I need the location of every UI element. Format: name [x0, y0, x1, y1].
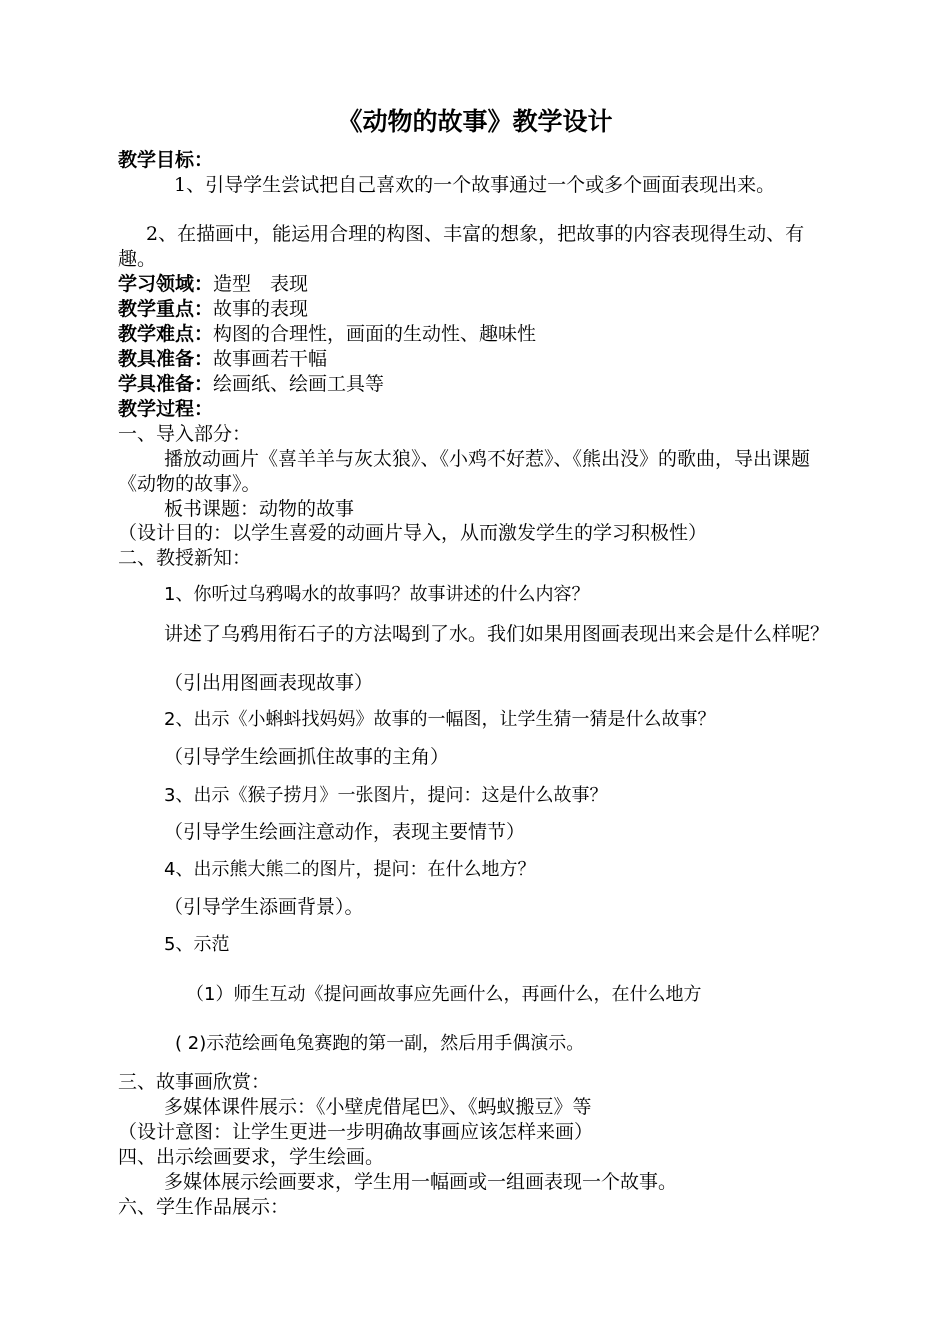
section-4-heading: 四、出示绘画要求，学生绘画。 [118, 1146, 385, 1168]
difficulty-label: 教学难点： [118, 323, 214, 345]
teacher-tools-line [118, 347, 838, 372]
section-6-heading: 六、学生作品展示： [118, 1196, 290, 1218]
board-title: 板书课题：动物的故事 [164, 498, 355, 520]
question-3: 3、出示《猴子捞月》一张图片，提问：这是什么故事？ [164, 785, 608, 806]
student-tools-label: 学具准备： [118, 373, 214, 395]
demo-step-1: （1）师生互动《提问画故事应先画什么，再画什么，在什么地方 [186, 984, 702, 1005]
question-2: 2、出示《小蝌蚪找妈妈》故事的一幅图，让学生猜一猜是什么故事？ [164, 709, 716, 730]
section-3-paragraph: 多媒体课件展示：《小壁虎借尾巴》、《蚂蚁搬豆》等 [164, 1096, 592, 1118]
objective-2: 2、在描画中，能运用合理的构图、丰富的想象，把故事的内容表现得生动、有趣。 [118, 223, 805, 270]
question-2-note: （引导学生绘画抓住故事的主角） [164, 746, 450, 768]
objectives-label: 教学目标： [118, 149, 214, 171]
question-3-note: （引导学生绘画注意动作，表现主要情节） [164, 821, 526, 843]
process-label: 教学过程： [118, 398, 214, 420]
question-5: 5、示范 [164, 934, 230, 955]
question-4-note: （引导学生添画背景）。 [164, 896, 364, 918]
question-4: 4、出示熊大熊二的图片，提问：在什么地方？ [164, 859, 536, 880]
student-tools-value: 绘画纸、绘画工具等 [213, 373, 385, 395]
domain-line [118, 272, 838, 297]
difficulty-value: 构图的合理性，画面的生动性、趣味性 [213, 323, 537, 345]
section-1-purpose: （设计目的：以学生喜爱的动画片导入，从而激发学生的学习积极性） [118, 522, 708, 544]
section-1-paragraph: 播放动画片《喜羊羊与灰太狼》、《小鸡不好惹》、《熊出没》的歌曲，导出课题《动物的故事》。 [118, 448, 811, 495]
objective-1: 1、引导学生尝试把自己喜欢的一个故事通过一个或多个画面表现出来。 [174, 174, 776, 196]
difficulty-line [118, 322, 838, 347]
key-point-value: 故事的表现 [213, 298, 309, 320]
teacher-tools-label: 教具准备： [118, 348, 214, 370]
key-point-label: 教学重点： [118, 298, 214, 320]
question-1-answer: 讲述了乌鸦用衔石子的方法喝到了水。我们如果用图画表现出来会是什么样呢？ [164, 623, 830, 645]
key-point-line [118, 297, 838, 322]
section-3-heading: 三、故事画欣赏： [118, 1071, 271, 1093]
question-1-note: （引出用图画表现故事） [164, 672, 374, 694]
section-2-heading: 二、教授新知： [118, 547, 252, 569]
section-4-paragraph: 多媒体展示绘画要求，学生用一幅画或一组画表现一个故事。 [164, 1171, 678, 1193]
demo-step-2: ( 2)示范绘画龟兔赛跑的第一副，然后用手偶演示。 [175, 1033, 585, 1054]
section-1-heading: 一、导入部分： [118, 423, 252, 445]
document-title: 《动物的故事》教学设计 [337, 107, 613, 136]
student-tools-line [118, 372, 838, 397]
section-3-purpose: （设计意图：让学生更进一步明确故事画应该怎样来画） [118, 1121, 594, 1143]
domain-label: 学习领域： [118, 273, 214, 295]
domain-value: 造型 表现 [213, 273, 309, 295]
teacher-tools-value: 故事画若干幅 [213, 348, 328, 370]
question-1: 1、你听过乌鸦喝水的故事吗？故事讲述的什么内容？ [164, 584, 590, 605]
